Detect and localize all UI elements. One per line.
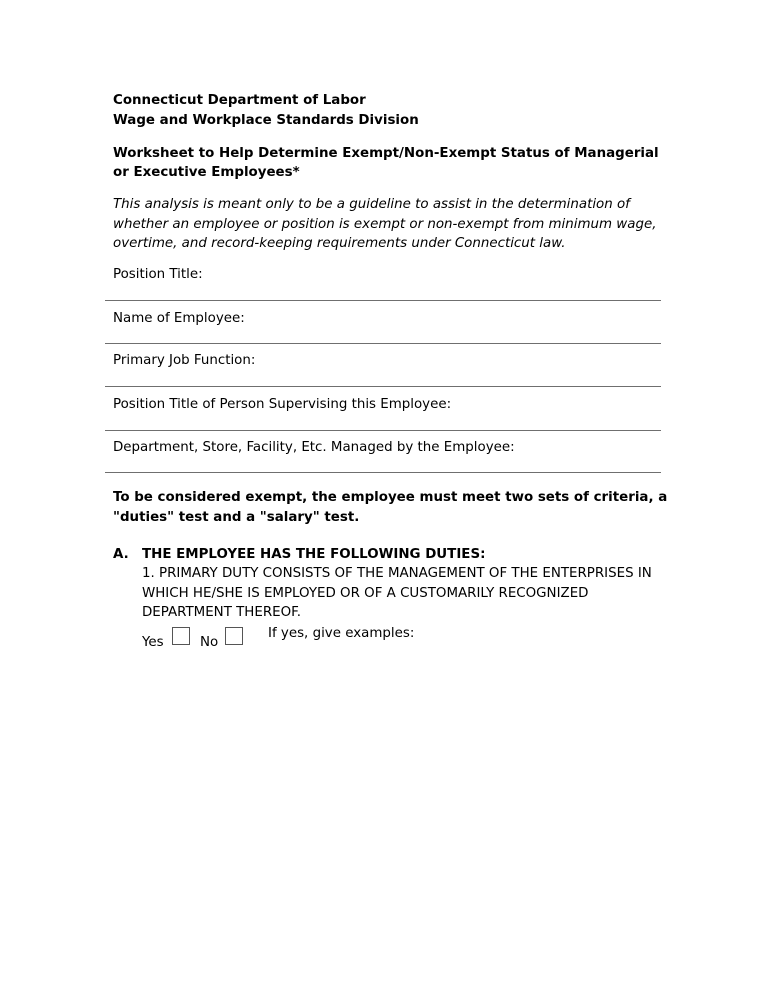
primary-job-function-field[interactable] bbox=[105, 386, 661, 387]
primary-job-function-label: Primary Job Function: bbox=[113, 353, 256, 368]
position-title-field[interactable] bbox=[105, 300, 661, 301]
section-a-item-1: 1. PRIMARY DUTY CONSISTS OF THE MANAGEMENT OF THE ENTERPRISES IN WHICH HE/SHE IS EMPLOYED OR OF A CUSTOMARILY RECOGNIZED DEPARTMENT THEREOF. bbox=[142, 566, 652, 620]
document-header bbox=[113, 91, 419, 131]
yes-checkbox[interactable] bbox=[172, 627, 190, 645]
supervisor-title-label: Position Title of Person Supervising this Employee: bbox=[113, 397, 452, 412]
criteria-note: To be considered exempt, the employee must meet two sets of criteria, a "duties" test and a "salary" test. bbox=[113, 490, 668, 525]
section-a-heading: THE EMPLOYEE HAS THE FOLLOWING DUTIES: bbox=[142, 547, 486, 562]
examples-label: If yes, give examples: bbox=[268, 626, 415, 641]
department-managed-field[interactable] bbox=[105, 472, 661, 473]
supervisor-title-field[interactable] bbox=[105, 430, 661, 431]
intro-paragraph: This analysis is meant only to be a guideline to assist in the determination of whether an employee or position is exempt or non-exempt from minimum wage, overtime, and record-keeping requirements under Connecticut law. bbox=[113, 197, 657, 251]
department-managed-label: Department, Store, Facility, Etc. Managed by the Employee: bbox=[113, 440, 515, 455]
no-label: No bbox=[200, 635, 219, 650]
yes-label: Yes bbox=[142, 635, 164, 650]
employee-name-label: Name of Employee: bbox=[113, 311, 245, 326]
position-title-label: Position Title: bbox=[113, 267, 203, 282]
section-a-letter: A. bbox=[113, 547, 129, 562]
no-checkbox[interactable] bbox=[225, 627, 243, 645]
division-name: Wage and Workplace Standards Division bbox=[113, 113, 419, 128]
worksheet-title: Worksheet to Help Determine Exempt/Non-Exempt Status of Managerial or Executive Employees* bbox=[113, 146, 659, 180]
employee-name-field[interactable] bbox=[105, 343, 661, 344]
department-name: Connecticut Department of Labor bbox=[113, 93, 366, 108]
